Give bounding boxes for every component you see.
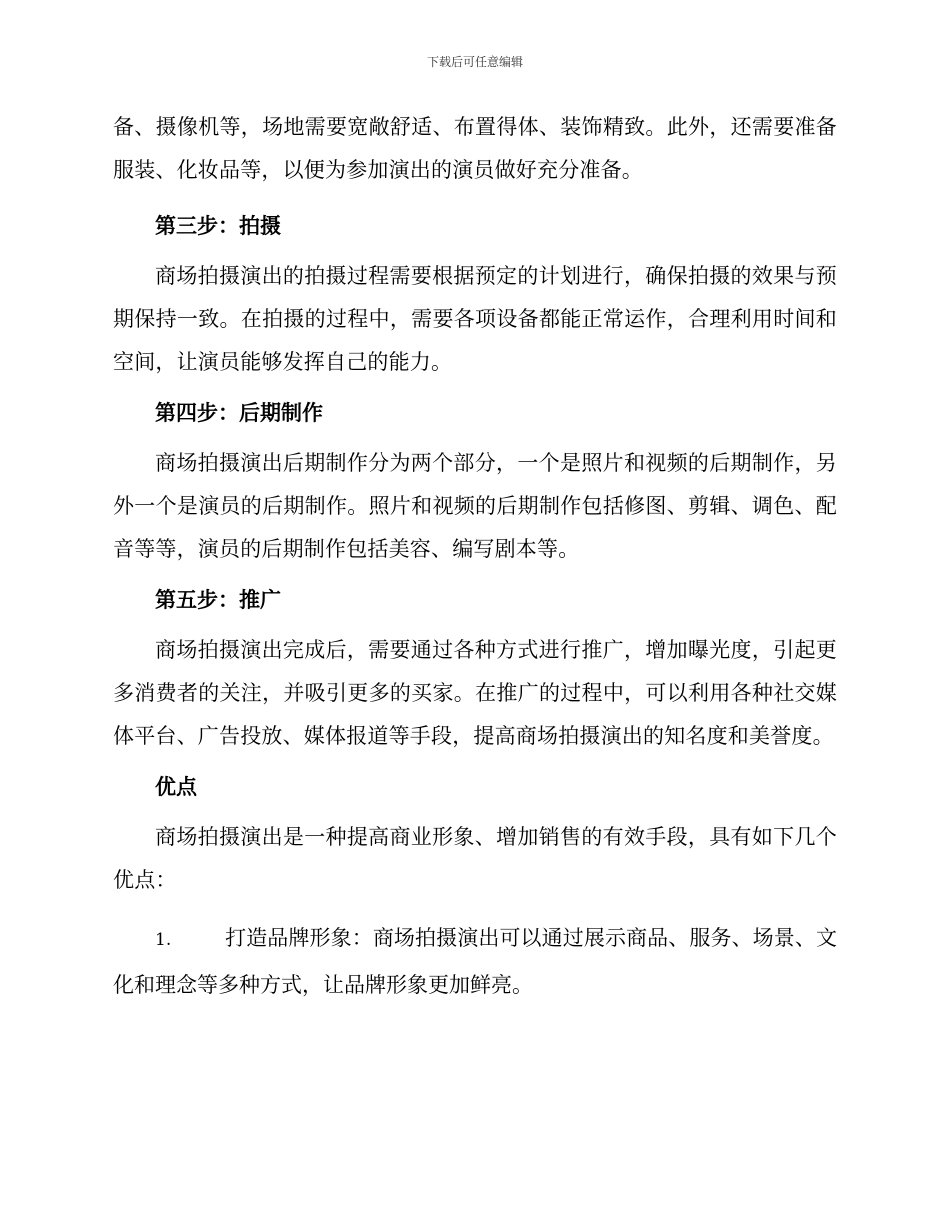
intro-paragraph: 备、摄像机等，场地需要宽敞舒适、布置得体、装饰精致。此外，还需要准备服装、化妆品等，以便为参加演出的演员做好充分准备。: [113, 115, 837, 182]
step3-paragraph: 商场拍摄演出的拍摄过程需要根据预定的计划进行，确保拍摄的效果与预期保持一致。在拍摄的过程中，需要各项设备都能正常运作，合理利用时间和空间，让演员能够发挥自己的能力。: [113, 264, 837, 374]
step4-heading: 第四步：后期制作: [155, 400, 323, 425]
advantages-heading: 优点: [155, 774, 197, 799]
step5-paragraph: 商场拍摄演出完成后，需要通过各种方式进行推广，增加曝光度，引起更多消费者的关注，并吸引更多的买家。在推广的过程中，可以利用各种社交媒体平台、广告投放、媒体报道等手段，提高商场拍摄演出的知名度和美誉度。: [113, 638, 837, 748]
step4-paragraph: 商场拍摄演出后期制作分为两个部分，一个是照片和视频的后期制作，另外一个是演员的后期制作。照片和视频的后期制作包括修图、剪辑、调色、配音等等，演员的后期制作包括美容、编写剧本等。: [113, 451, 837, 561]
step3-heading: 第三步：拍摄: [155, 213, 281, 238]
document-body: [113, 106, 837, 1008]
advantages-paragraph: 商场拍摄演出是一种提高商业形象、增加销售的有效手段，具有如下几个优点：: [113, 825, 837, 892]
list-item: [113, 916, 837, 1008]
step5-heading: 第五步：推广: [155, 587, 281, 612]
list-text: 打造品牌形象：商场拍摄演出可以通过展示商品、服务、场景、文化和理念等多种方式，让品牌形象更加鲜亮。: [113, 926, 837, 997]
page-header: 下载后可任意编辑: [426, 55, 523, 69]
list-number: 1.: [155, 930, 172, 950]
